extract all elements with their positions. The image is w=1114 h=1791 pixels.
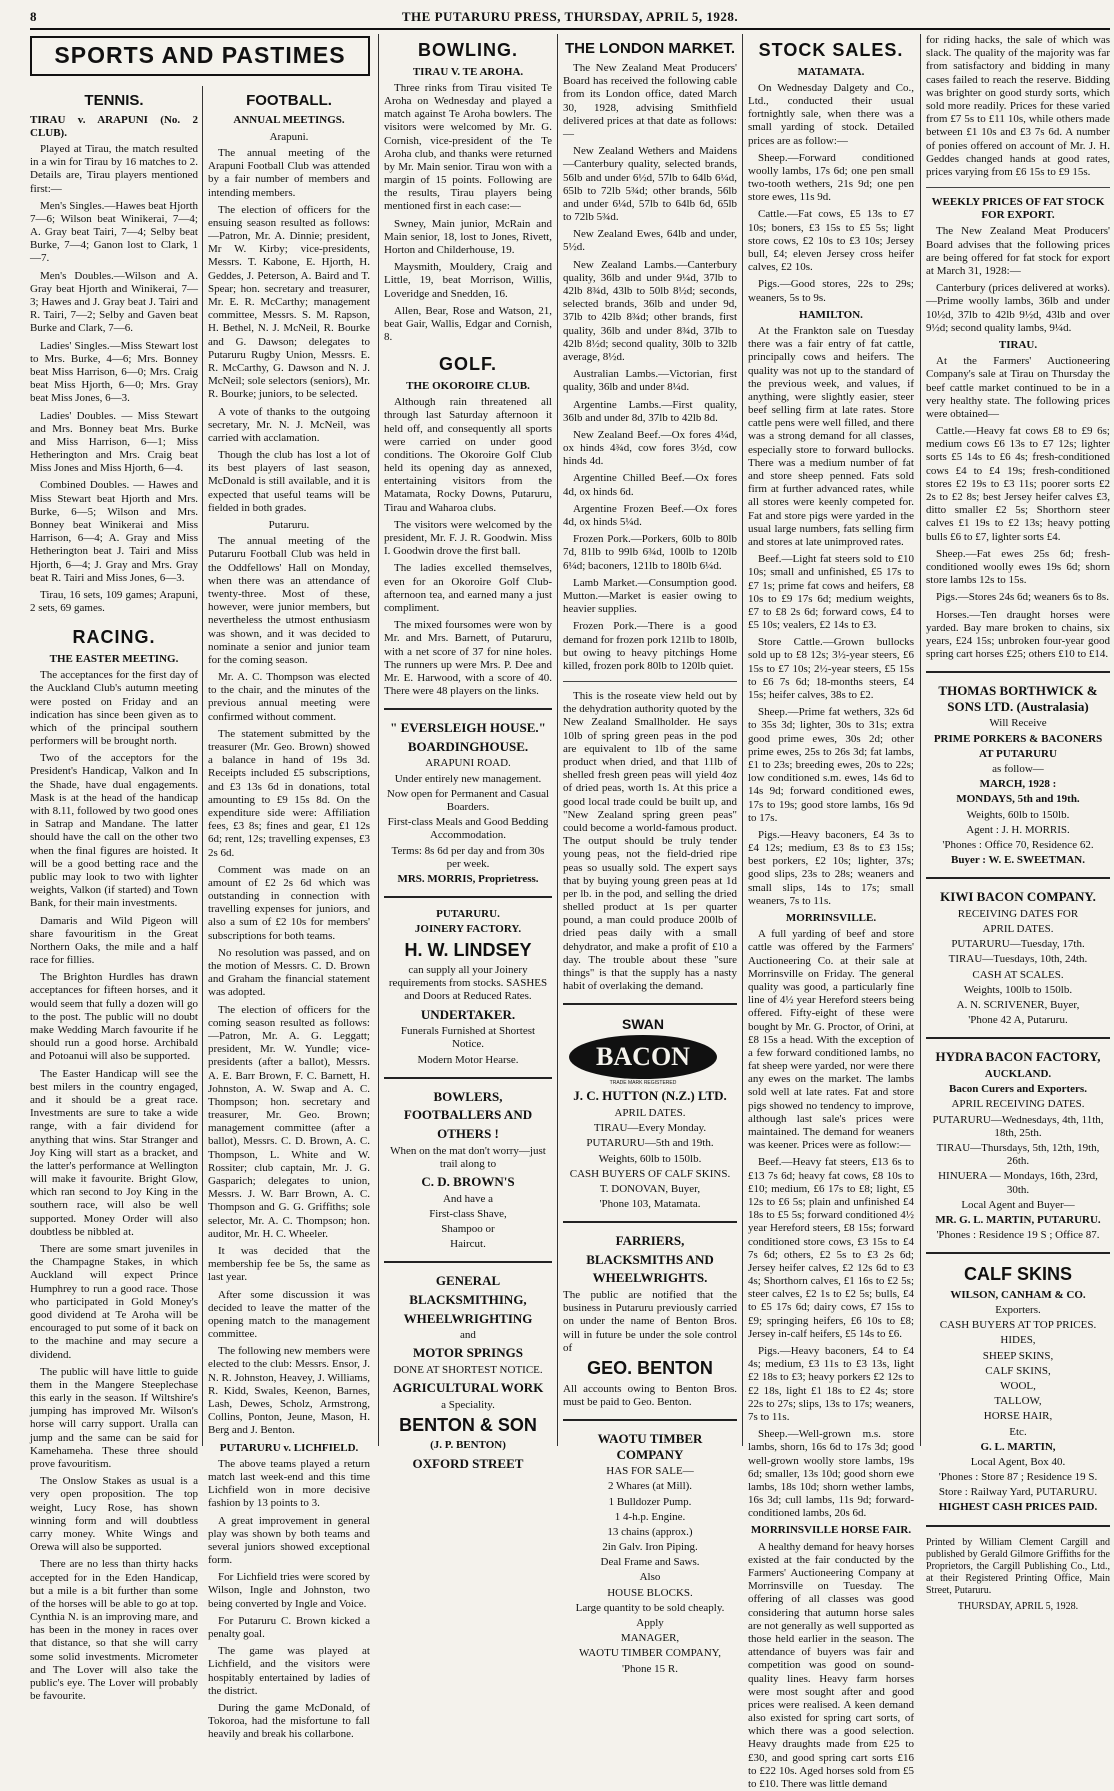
paragraph: For Putaruru C. Brown kicked a penalty goal.: [208, 1614, 370, 1641]
ad-line: HINUERA — Mondays, 16th, 23rd, 30th.: [938, 1170, 1098, 1196]
paragraph: The annual meeting of the Putaruru Football Club was held in the Oddfellows' Hall on Monday, when there was an attendance of twenty-three. Most of these, however, were junior members, but nevertheless the utmost enthusiasm was shown, and it was decided to nominate a senior and junior team for the coming season.: [208, 535, 370, 666]
ad-line: CASH BUYERS AT TOP PRICES.: [939, 1319, 1097, 1332]
ad-line: Exporters.: [995, 1304, 1041, 1317]
ad-line: 'Phone 15 R.: [621, 1662, 679, 1675]
ad-line: Now open for Permanent and Casual Boarders.: [386, 787, 550, 813]
paragraph: Pigs.—Heavy baconers, £4 3s to £4 12s; medium, £3 8s to £3 15s; best porkers, £2 10s; lighter, 37s; good slips, 23s to 28s; weaners and small slips, 14s to 17s; small weaners, 7s to 11s.: [748, 828, 914, 907]
paragraph: Cattle.—Heavy fat cows £8 to £9 6s; medium cows £6 13s to £7 12s; lighter sorts £5 14s to £6 4s; fresh-conditioned cows £4 to £4 19s; fresh-conditioned stores £2 19s to £3 11s; poorer sorts £2 2s to £2 8s; best Jersey heifer calves £3, ditto smaller £2 5s; Shorthorn steer calves £1 19s to £2 13s; heavy potting bulls £6 to £7, lighter sorts £4.: [926, 425, 1110, 543]
paragraph: Maysmith, Mouldery, Craig and Little, 19, beat Morrison, Willis, Loveridge and Snedden, 16.: [384, 261, 552, 300]
divider: [926, 877, 1110, 879]
sports-column-group: [30, 34, 370, 1741]
paragraph: The annual meeting of the Arapuni Football Club was attended by a fair number of members and intending members.: [208, 146, 370, 199]
ad-line: PUTARURU—Wednesdays, 4th, 11th, 18th, 25th.: [932, 1113, 1104, 1139]
ad-line: APRIL DATES.: [614, 1106, 686, 1119]
ad-line: WILSON, CANHAM & CO.: [950, 1288, 1086, 1301]
paragraph: No resolution was passed, and on the motion of Messrs. C. D. Brown and Graham the financial statement was adopted.: [208, 946, 370, 999]
borthwick-ad: [926, 683, 1110, 867]
brown-ad: [384, 1089, 552, 1252]
paragraph: The New Zealand Meat Producers' Board has received the following cable from its London office, dated March 30, 1928, advising Smithfield delivered prices at that date as follows:—: [563, 62, 737, 140]
paragraph: On Wednesday Dalgety and Co., Ltd., conducted their usual fortnightly sale, when there was a small yarding of stock. Detailed prices are as follow:—: [748, 81, 914, 147]
ad-line: Store : Railway Yard, PUTARURU.: [938, 1486, 1098, 1499]
ad-line: 1 4-h.p. Engine.: [614, 1510, 686, 1523]
logo-small-text: TRADE MARK REGISTERED: [609, 1080, 677, 1087]
ad-title: FOOTBALLERS AND: [403, 1107, 533, 1123]
column-rule: [742, 34, 743, 1446]
calf-skins-ad: [926, 1264, 1110, 1514]
paragraph: A healthy demand for heavy horses existed at the fair conducted by the Farmers' Auctioneering Company at Morrinsville on Tuesday. The offering of all classes was good considering that autumn horse sales are not generally as well supported as those held earlier in the season. The attendance of buyers was fair and competition was good on sound-quality lines. Heavy farm horses were most sought after and good prices were realised. A keen demand also existed for spring cart sorts, of which there was a good selection. Heavy draughts made from £25 to £30, and good spring cart sorts £16 to £22 10s. Aged horses sold from £5 to £10. There was little demand: [748, 1540, 914, 1791]
paragraph: The acceptances for the first day of the Auckland Club's autumn meeting were posted on Friday and an indication has since been given as to which of the principal southern performers will be brought north.: [30, 669, 198, 748]
paragraph: The Onslow Stakes as usual is a very open proposition. The top weight, Lucy Rose, has shown winning form and will doubtless carry money. White Wings and Orewa will also be supported.: [30, 1475, 198, 1554]
paragraph: Though the club has lost a lot of its best players of last season, McDonald is still available, and it is expected that useful teams will be fielded in both grades.: [208, 449, 370, 514]
ad-line: Agent : J. H. MORRIS.: [966, 823, 1070, 836]
arapuni-subheading: Arapuni.: [269, 130, 309, 143]
ad-line: APRIL RECEIVING DATES.: [951, 1098, 1085, 1111]
ad-line: PRIME PORKERS & BACONERS: [933, 732, 1103, 745]
racing-subheading: THE EASTER MEETING.: [49, 652, 179, 665]
ad-line: Deal Frame and Saws.: [600, 1556, 700, 1569]
ad-line: Terms: 8s 6d per day and from 30s per week.: [391, 844, 545, 870]
ad-line: First-class Shave,: [429, 1207, 507, 1220]
paragraph: Australian Lambs.—Victorian, first quality, 36lb and under 8¼d.: [563, 368, 737, 394]
ad-line: Shampoo or: [441, 1222, 495, 1235]
divider: [563, 681, 737, 682]
ad-line: Haircut.: [450, 1238, 486, 1251]
golf-heading: GOLF.: [439, 354, 497, 375]
ad-line: AUCKLAND.: [984, 1068, 1052, 1080]
golf-subheading: THE OKOROIRE CLUB.: [406, 379, 530, 392]
horse-fair-subheading: MORRINSVILLE HORSE FAIR.: [750, 1524, 912, 1537]
ad-line: JOINERY FACTORY.: [414, 923, 522, 936]
ad-line: Apply: [636, 1617, 664, 1630]
ad-line: 'Phones : Store 87 ; Residence 19 S.: [938, 1471, 1098, 1484]
ad-line: Also: [639, 1571, 661, 1584]
paragraph: Mr. A. C. Thompson was elected to the chair, and the minutes of the previous annual meeting were confirmed without comment.: [208, 671, 370, 723]
hamilton-subheading: HAMILTON.: [799, 308, 863, 321]
ad-line: HIDES,: [1000, 1334, 1036, 1347]
paragraph: The game was played at Lichfield, and the visitors were hospitably entertained by ladies of the district.: [208, 1645, 370, 1697]
column-2: [208, 86, 370, 1741]
divider: [563, 1221, 737, 1223]
ad-line: 'Phone 42 A, Putaruru.: [968, 1014, 1068, 1027]
waotu-timber-ad: [563, 1431, 737, 1676]
ad-line: RECEIVING DATES FOR: [957, 907, 1079, 920]
paragraph: At the Farmers' Auctioneering Company's sale at Tirau on Thursday the beef cattle market continued to be in a very healthy state. The following prices were obtained—: [926, 355, 1110, 420]
page-number: 8: [30, 9, 37, 24]
ad-line: Large quantity to be sold cheaply.: [575, 1601, 725, 1614]
divider: [384, 1261, 552, 1263]
ad-line: 'Phone 103, Matamata.: [599, 1198, 701, 1211]
paragraph: A full yarding of beef and store cattle was offered by the Farmers' Auctioneering Co. at their sale at Morrinsville on Friday. The general quality was good, a particularly fine line of 4½ year Hereford steers being offered. Fifty-eight of these were bought by Mr. G. Proctor, of Orini, at £8 15s a head. With the exception of a few forward conditioned lambs, no fat sheep were yarded, nor were there any ewes on the market. The lambs sold well at late rates. Fat and store pigs showed no tendency to improve, although last sale's prices were maintained. The demand for weaners was keener. Prices were as follow:—: [748, 928, 914, 1152]
ad-line: Modern Motor Hearse.: [417, 1053, 519, 1066]
ad-name: C. D. BROWN'S: [421, 1173, 515, 1189]
eversleigh-ad: [384, 720, 552, 886]
ad-title: OTHERS !: [437, 1126, 499, 1141]
divider: [563, 1419, 737, 1421]
ad-line: PUTARURU—5th and 19th.: [586, 1137, 714, 1150]
column-4: [563, 34, 737, 1675]
annual-meetings-heading: ANNUAL MEETINGS.: [233, 113, 345, 126]
ad-line: GENERAL: [435, 1273, 501, 1289]
ad-line: HIGHEST CASH PRICES PAID.: [938, 1501, 1098, 1514]
ad-line: MOTOR SPRINGS: [413, 1345, 523, 1361]
bowling-heading: BOWLING.: [418, 40, 518, 60]
ad-title: THOMAS BORTHWICK & SONS LTD. (Australasia): [938, 683, 1098, 714]
ad-line: The public are notified that the business in Putaruru previously carried on under the name of Benton Bros. will in future be under the sole control of: [563, 1289, 737, 1354]
lichfield-heading: PUTARURU v. LICHFIELD.: [219, 1441, 359, 1454]
ad-line: T. DONOVAN, Buyer,: [599, 1182, 701, 1195]
ad-line: Weights, 100lb to 150lb.: [963, 983, 1073, 996]
stock-sales-heading: STOCK SALES.: [758, 40, 904, 60]
benton-son-ad: [384, 1273, 552, 1471]
paragraph: The election of officers for the ensuing season resulted as follows:—Patron, Mr. A. Dinnie; president, Mr W. Kirby; vice-presidents, Messrs. T. Kabone, E. Hjorth, H. Geddes, J. Peterson, A. Baird and T. Spear; hon. secretary and treasurer, Mr. E. R. McCarthy; management committee, Messrs. S. M. Rapson, H. Bethel, N. J. McNeil, R. Bourke and G. Dawson; delegates to Putaruru Rugby Union, Messrs. E. R. McCarthy, G. Dawson and N. J. McNeil; sole selectors (seniors), Mr. R. Bourke; juniors, to be selected.: [208, 203, 370, 401]
ad-line: 13 chains (approx.): [607, 1525, 693, 1538]
football-heading: FOOTBALL.: [246, 91, 332, 109]
column-1: [30, 86, 198, 1703]
divider: [384, 896, 552, 898]
paragraph: The above teams played a return match last week-end and this time Lichfield won in more decisive fashion by 13 points to 3.: [208, 1457, 370, 1510]
paragraph: Argentine Lambs.—First quality, 36lb and under 8d, 37lb to 42lb 8d.: [563, 398, 737, 424]
paragraph: Comment was made on an amount of £2 2s 6d which was outstanding in connection with travelling expenses for juniors, and also a sum of £2 10s for members' subscriptions for both teams.: [208, 863, 370, 942]
ad-line: When on the mat don't worry—just trail along to: [390, 1144, 546, 1170]
ad-line: Local Agent, Box 40.: [970, 1455, 1066, 1468]
divider: [384, 1077, 552, 1079]
paragraph: The following new members were elected to the club: Messrs. Ensor, J. N. R. Johnston, Heavey, J. Williams, R. Kidd, Swales, Keenon, Barnes, Lash, Dewes, Scholz, Armstrong, Collins, Ponton, Jeune, Mason, H. Berg and J. Benton.: [208, 1345, 370, 1437]
ad-line: First-class Meals and Good Bedding Accommodation.: [387, 816, 549, 842]
paragraph: Played at Tirau, the match resulted in a win for Tirau by 16 matches to 2. Details are, Tirau players mentioned first:—: [30, 142, 198, 195]
ad-title: BENTON & SON: [399, 1414, 537, 1435]
ad-line: Local Agent and Buyer—: [961, 1198, 1075, 1211]
section-title: SPORTS AND PASTIMES: [30, 36, 370, 76]
paragraph: for riding hacks, the sale of which was slack. The quality of the majority was far from satisfactory and bidding in many cases failed to reach the reserve. Bidding was brighter on good sturdy sorts, which sold more readily. Prices for these varied from £7 5s to £11 10s, while others made between £1 10s and £3 7s 6d. A number of ponies offered on account of Mr. J. H. Geddes changed hands at good rates, prices varying from £6 15s to £9 15s.: [926, 34, 1110, 178]
divider: [384, 708, 552, 710]
ad-line: MR. G. L. MARTIN, PUTARURU.: [935, 1213, 1101, 1226]
paragraph: It was decided that the membership fee be 5s, the same as last year.: [208, 1244, 370, 1284]
paragraph: The ladies excelled themselves, even for an Okoroire Golf Club-afternoon tea, and earned many a just compliment.: [384, 562, 552, 614]
paragraph: New Zealand Ewes, 64lb and under, 5½d.: [563, 228, 737, 254]
tennis-subheading: TIRAU v. ARAPUNI (No. 2 CLUB).: [30, 113, 198, 139]
paragraph: Three rinks from Tirau visited Te Aroha on Wednesday and played a match against Te Aroha bowlers. The visitors were welcomed by Mr. G. Cornish, vice-president of the Te Aroha club, and thanks were returned by Mr. Main senior. Tirau won with a margin of 15 points. Following are the results, Tirau players being mentioned first in each case:—: [384, 81, 552, 213]
ad-line: 'Phones : Office 70, Residence 62.: [942, 838, 1094, 851]
ad-signature: MRS. MORRIS, Proprietress.: [397, 872, 539, 885]
ad-line: WHEELWRIGHTING: [403, 1310, 533, 1326]
ad-line: TIRAU—Thursdays, 5th, 12th, 19th, 26th.: [936, 1141, 1100, 1168]
tirau-subheading: TIRAU.: [998, 338, 1038, 351]
ad-line: MONDAYS, 5th and 19th.: [956, 793, 1080, 806]
tennis-heading: TENNIS.: [84, 91, 144, 109]
weekly-prices-heading: WEEKLY PRICES OF FAT STOCK FOR EXPORT.: [931, 196, 1105, 222]
ad-title: KIWI BACON COMPANY.: [940, 889, 1096, 905]
ad-line: OXFORD STREET: [412, 1455, 524, 1471]
ad-title: WHEELWRIGHTS.: [592, 1270, 708, 1286]
paragraph: Ladies' Singles.—Miss Stewart lost to Mrs. Burke, 4—6; Mrs. Bonney beat Miss Harrison, 6—0; Mrs. Craig beat Miss Hjorth, 6—0; Mrs. Gray beat Miss Jones, 6—3.: [30, 339, 198, 405]
ad-line: And have a: [442, 1192, 494, 1205]
paragraph: Allen, Bear, Rose and Watson, 21, beat Gair, Wallis, Edgar and Cornish, 8.: [384, 304, 552, 344]
paragraph: New Zealand Wethers and Maidens —Canterbury quality, selected brands, 56lb and under 6½d, 57lb to 64lb 6¼d, 65lb to 72lb 5¾d; other brands, 56lb and under 6¼d, 57lb to 64lb 6d, 65lb to 72lb 5¾d.: [563, 145, 737, 224]
paragraph: Sheep.—Prime fat wethers, 32s 6d to 35s 3d; lighter, 30s to 31s; extra good prime ewes, 30s 2d; other prime ewes, 25s to 26s 3d; fat lambs, £1 to 23s; breeding ewes, 20s to 22s; low conditioned s.m. ewes, 14s 6d to 14s 9d; forward conditioned ewes, 17s to 19s; good store lambs, 16s 9d to 17s.: [748, 706, 914, 824]
paragraph: Men's Singles.—Hawes beat Hjorth 7—6; Wilson beat Winikerai, 7—4; A. Gray beat Tairi, 7—4; Selby beat Burke, 7—4; Ganon lost to Clark, 1—7.: [30, 199, 198, 265]
masthead-title: THE PUTARURU PRESS, THURSDAY, APRIL 5, 1928.: [401, 9, 739, 24]
imprint-date: THURSDAY, APRIL 5, 1928.: [957, 1600, 1079, 1612]
ad-subtitle: UNDERTAKER.: [420, 1006, 516, 1022]
paragraph: Men's Doubles.—Wilson and A. Gray beat Hjorth and Winikerai, 7—3; Hawes and J. Gray beat J. Tairi and R. Tairi, 7—2; Selby and Gaven beat Burke and Clark, 7—6.: [30, 269, 198, 335]
paragraph: The New Zealand Meat Producers' Board advises that the following prices are being offered for fat stock for export at March 31, 1928:—: [926, 225, 1110, 277]
london-market-heading: THE LONDON MARKET.: [565, 40, 735, 57]
ad-title: J. C. HUTTON (N.Z.) LTD.: [573, 1088, 727, 1104]
ad-title: BOWLERS,: [433, 1088, 503, 1104]
ad-line: TALLOW,: [994, 1395, 1042, 1408]
paragraph: The statement submitted by the treasurer (Mr. Geo. Brown) showed a balance in hand of 19s 3d. Receipts included £5 subscriptions, and £3 13s 6d in donations, total amounting to £9 15s 8d. On the expenditure side were: Affiliation fees, £3 8s; fines and gear, £1 12s 6d; rent, 12s; travelling expenses, £3 2s 6d.: [208, 727, 370, 859]
paragraph: Pigs.—Stores 24s 6d; weaners 6s to 8s.: [936, 591, 1109, 604]
ad-line: can supply all your Joinery requirements from stocks. SASHES and Doors at Reduced Rates.: [388, 964, 548, 1003]
paragraph: The public will have little to guide them in the Mangere Steeplechase this early in the season. If Wiltshire's jumping has improved Mr. Wilson's horse will carry support. Uralla can jump and the same can be said for Kamehameha. These three should prove favouritism.: [30, 1365, 198, 1470]
printer-imprint: Printed by William Clement Cargill and published by Gerald Gilmore Griffiths for the Proprietors, the Cargill Publishing Co., Ltd., at their Registered Printing Office, Main Street, Putaruru.: [926, 1536, 1110, 1596]
paragraph: New Zealand Lambs.—Canterbury quality, 36lb and under 9¼d, 37lb to 42lb 8¾d, 43lb to 50lb 8½d; seconds, selected brands, 36lb and under 9d, 37lb to 42lb 8¾d; other brands, first quality, 36lb and under 8¾d, 37lb to 42lb 8½d; second quality, 30lb to 32lb average, 8½d.: [563, 258, 737, 363]
ad-line: 2 Whares (at Mill).: [607, 1480, 693, 1493]
paragraph: A great improvement in general play was shown by both teams and several juniors showed exceptional form.: [208, 1514, 370, 1567]
hydra-bacon-ad: [926, 1049, 1110, 1242]
ad-line: CASH AT SCALES.: [972, 968, 1064, 981]
divider: [926, 1252, 1110, 1254]
putaruru-subheading: Putaruru.: [268, 519, 310, 532]
ad-line: CALF SKINS,: [985, 1364, 1051, 1377]
morrinsville-subheading: MORRINSVILLE.: [785, 912, 877, 925]
ad-line: (J. P. BENTON): [430, 1439, 506, 1452]
ad-line: APRIL DATES.: [982, 923, 1054, 936]
paragraph: For Lichfield tries were scored by Wilson, Ingle and Johnston, two being converted by Ingle and Voice.: [208, 1571, 370, 1610]
ad-name: GEO. BENTON: [587, 1358, 713, 1378]
ad-line: 2in Galv. Iron Piping.: [602, 1541, 698, 1554]
ad-line: Funerals Furnished at Shortest Notice.: [400, 1025, 536, 1051]
ad-title: WAOTU TIMBER COMPANY: [597, 1430, 703, 1462]
swan-bacon-logo: [563, 1015, 723, 1085]
paragraph: Sheep.—Fat ewes 25s 6d; fresh-conditioned woolly ewes 19s 6d; shorn store lambs 12s to 15s.: [926, 547, 1110, 587]
paragraph: Although rain threatened all through last Saturday afternoon it held off, and consequently all sports were carried on under good conditions. The Okoroire Golf Club held its opening day as annexed, entertaining visitors from the Matamata, Rocky Downs, Putaruru, Tirau and Waharoa clubs.: [384, 396, 552, 514]
ad-title: H. W. LINDSEY: [404, 939, 532, 960]
ad-line: A. N. SCRIVENER, Buyer,: [956, 999, 1080, 1012]
ad-line: ARAPUNI ROAD.: [425, 757, 511, 770]
paragraph: A vote of thanks to the outgoing secretary, Mr. N. J. McNeil, was carried with acclamation.: [208, 405, 370, 444]
paragraph: Cattle.—Fat cows, £5 13s to £7 10s; boners, £3 15s to £5 5s; light store cows, £2 10s to £3 10s; Jersey bull, £4; eleven Jersey cross heifer calves, £2 10s.: [748, 208, 914, 274]
ad-line: Will Receive: [989, 717, 1047, 730]
ad-line: PUTARURU—Tuesday, 17th.: [951, 938, 1085, 951]
paragraph: Store Cattle.—Grown bullocks sold up to £8 12s; 3½-year steers, £6 15s to £7 10s; 2½-year steers, £5 15s to £6 7s 6d; 18-months steers, £4 15s; heifer calves, 38s to £2.: [748, 636, 914, 702]
ad-line: HORSE HAIR,: [983, 1410, 1053, 1423]
ad-line: CASH BUYERS OF CALF SKINS.: [569, 1167, 731, 1180]
paragraph: Beef.—Heavy fat steers, £13 6s to £13 7s 6d; heavy fat cows, £8 10s to £10; medium, £6 17s to £8; light, £5 12s to £6 5s; plain and unfinished £4 18s to £5 5s; forward conditioned 4½ year Hereford steers, £8 15s; forward conditioned store cows, £3 15s to £4 7s 6d; others, £2 5s to £3 2s 6d; Jersey heifer calves, £2 12s 6d to £3 4s; Shorthorn calves, £1 16s to £2 5s; steer calves, £2 1s to £2 5s; bulls, £4 to £5 17s 6d; dairy cows, £7 15s to £9; springing heifers, £6 10s to £8; Jersey in-calf heifers, £5 14s to £6.: [748, 1156, 914, 1340]
paragraph: The Brighton Hurdles has drawn acceptances for fifteen horses, and it would seem that fully a dozen will go to the post. The public will no doubt make Wedding March favourite if he should run a good horse. Archibald and Potoanui will also be supported.: [30, 971, 198, 1063]
ad-line: All accounts owing to Benton Bros. must be paid to Geo. Benton.: [563, 1382, 737, 1408]
paragraph: At the Frankton sale on Tuesday there was a fair entry of fat cattle, principally cows and heifers. The quality was not up to the standard of the previous week, and values, if anything, were slightly easier, steer beef selling firm at late rates. Store cattle pens were well filled, and there was a strong demand for all classes, especially store to forward bullocks. There was a medium number of fat and store sheep penned. Fats sold firm at further advanced rates, while all stores were keenly competed for. Fat and store pigs were yarded in the usual large numbers, fats selling firm and stores at late unimproved rates.: [748, 324, 914, 548]
paragraph: The visitors were welcomed by the president, Mr. F. J. R. Goodwin. Miss I. Goodwin drove the first ball.: [384, 518, 552, 558]
ad-line: AT PUTARURU: [979, 747, 1057, 760]
ad-line: MANAGER,: [620, 1632, 680, 1645]
paragraph: Sheep.—Well-grown m.s. store lambs, shorn, 16s 6d to 17s 3d; good well-grown woolly store lambs, 19s 6d; smaller, 13s 10d; good shorn ewe lambs, 18s 10d; shorn wether lambs, 16s 3d; cull lambs, 11s 9d; forward-conditioned lambs, 20s 6d.: [748, 1428, 914, 1520]
ad-line: WAOTU TIMBER COMPANY,: [579, 1647, 721, 1660]
column-rule: [378, 34, 379, 1446]
paragraph: Sheep.—Forward conditioned woolly lambs, 17s 6d; one pen small two-tooth wethers, 21s 9d; one pen store ewes, 11s 9d.: [748, 151, 914, 204]
paragraph: After some discussion it was decided to leave the matter of the opening match to the management committee.: [208, 1288, 370, 1341]
ad-line: a Speciality.: [441, 1398, 495, 1411]
ad-line: Under entirely new management.: [394, 772, 542, 785]
ad-title: FARRIERS,: [615, 1233, 685, 1249]
ad-line: PUTARURU.: [436, 908, 500, 921]
ad-title: CALF SKINS: [964, 1264, 1072, 1285]
ad-line: SHEEP SKINS,: [982, 1349, 1054, 1362]
ad-subtitle: BOARDINGHOUSE.: [407, 738, 529, 754]
paragraph: The election of officers for the coming season resulted as follows:—Patron, Mr. A. G. Leggatt; president, Mr. W. Yundle; vice-presidents (after a ballot), Messrs. A. E. Barr Brown, F. C. Barnett, H. Johnston, A. W. Swap and A. C. Thompson; hon. secretary and treasurer, Mr. Geo. Brown; management committee (after a ballot), Messrs. C. D. Brown, A. C. Thompson, L. White and W. Rossiter; club captain, Mr. J. G. Gasparich; delegates to union, Messrs. J. W. Barr Brown, A. C. Thompson and G. G. Griffiths; sole selector, Mr. A. C. Thompson; hon. auditor, Mr. H. C. Wheeler.: [208, 1003, 370, 1240]
paragraph: The mixed foursomes were won by Mr. and Mrs. Barnett, of Putaruru, with a net score of 37 for nine holes. The runners up were Mrs. P. Dee and Mr. E. Harwood, with a score of 40. There were 48 players on the links.: [384, 619, 552, 698]
paragraph: Horses.—Ten draught horses were yarded. Bay mare broken to chains, six years, £24 15s; unbroken four-year good spring cart horses £25; others £10 to £14.: [926, 608, 1110, 661]
paragraph: Ladies' Doubles. — Miss Stewart and Mrs. Bonney beat Mrs. Burke and Miss Harrison, 6—1; Miss Hetherington and Mrs. Craig beat Miss Jones and Miss Hjorth, 6—4.: [30, 409, 198, 475]
farriers-ad: [563, 1233, 737, 1409]
lindsey-ad: [384, 908, 552, 1067]
paragraph: Frozen Pork.—Porkers, 60lb to 80lb 7d, 81lb to 99lb 6¾d, 100lb to 120lb 6¼d; baconers, 121lb to 180lb 6¼d.: [563, 533, 737, 572]
column-5: [748, 34, 914, 1791]
paragraph: This is the roseate view held out by the dehydration authority quoted by the New Zealand Smallholder. He says 10lb of spring green peas in the pod are equivalent to 1lb of the same product when dried, and that 11lb of shelled fresh green peas will yield 4oz of dried peas, worth 1s. At this price a good local trade could be built up, and "New Zealand spring green peas" could become a world-famous product. The output should be truly tender young peas, not the field-dried ripe peas so usually sold. The expert says that by buying young green peas at 1d per lb. in the pod, and selling the dried shelled product at 1s per quarter pound, a man could produce 200lb of dried peas daily with a small dehydrator, and make a profit of £10 a day. The trouble about these "sure things" is that the supply has a nasty habit of overlaking the demand.: [563, 690, 737, 993]
swan-bacon-logo-graphic: [563, 1015, 723, 1085]
ad-line: DONE AT SHORTEST NOTICE.: [393, 1363, 543, 1376]
column-3: [384, 34, 552, 1471]
racing-heading: RACING.: [72, 627, 156, 648]
paragraph: Swney, Main junior, McRain and Main senior, 18, lost to Jones, Rivett, Horton and Childerhouse, 19.: [384, 217, 552, 257]
ad-line: 'Phones : Residence 19 S ; Office 87.: [936, 1229, 1100, 1242]
ad-line: HAS FOR SALE—: [606, 1465, 694, 1478]
ad-line: Weights, 60lb to 150lb.: [598, 1152, 702, 1165]
paragraph: There are some smart juveniles in the Champagne Stakes, in which Auckland will expect Prince Humphrey to run a good race. Those who participated in Gold Money's good dividend at Te Aroha will be encouraged to put some of it back on to the machine and may secure a dividend.: [30, 1243, 198, 1361]
paragraph: There are no less than thirty hacks accepted for in the Eden Handicap, but a mile is a bit further than some of the horses will be able to go at top. Cynthia N. is an improving mare, and has been in the money in races over that distance, so that she will carry some solid investments. Micrometer and The Lover will also take the public's eye. The Lover will probably be favourite.: [30, 1558, 198, 1703]
ad-line: TIRAU—Tuesdays, 10th, 24th.: [948, 953, 1088, 966]
column-6: [926, 34, 1110, 1612]
divider: [563, 1003, 737, 1005]
paragraph: Tirau, 16 sets, 109 games; Arapuni, 2 sets, 69 games.: [30, 588, 198, 615]
ad-title: HYDRA BACON FACTORY,: [935, 1049, 1101, 1065]
ad-line: Weights, 60lb to 150lb.: [966, 808, 1070, 821]
column-rule: [202, 86, 203, 1446]
masthead: [30, 6, 1110, 30]
paragraph: Pigs.—Good stores, 22s to 29s; weaners, 5s to 9s.: [748, 278, 914, 304]
paragraph: Two of the acceptors for the President's Handicap, Valkon and In the Shade, have dual engagements. Mask is at the head of the handicap with 8.11, followed by two good ones in Satrap and Mandane. The latter should have the call on the other two when the final figures are hoisted. It will be a good betting race and the public may look to two with lighter weights, Valkon (if started) and Town Bank, for their main investments.: [30, 752, 198, 910]
divider: [926, 1525, 1110, 1527]
paragraph: Beef.—Light fat steers sold to £10 10s; small and unfinished, £5 17s to £7 1s; prime fat cows and heifers, £8 10s to £9 17s 6d; medium weights, £7 to £8 2s 6d; forward cows, £4 to £5 10s; vealers, £2 14s to £3.: [748, 553, 914, 632]
paragraph: Pigs.—Heavy baconers, £4 to £4 4s; medium, £3 11s to £3 13s, light £2 18s to £3; heavy porkers £2 12s to £2 18s, light £1 18s to £2 4s; store 22s to 27s; slips, 13s to 17s; weaners, 7s to 11s.: [748, 1345, 914, 1423]
paragraph: Lamb Market.—Consumption good. Mutton.—Market is easier owing to heavier supplies.: [563, 576, 737, 616]
logo-top-text: SWAN: [622, 1016, 664, 1033]
matamata-subheading: MATAMATA.: [797, 65, 865, 78]
divider: [926, 671, 1110, 673]
paragraph: During the game McDonald, of Tokoroa, had the misfortune to fall heavily and break his collarbone.: [208, 1701, 370, 1741]
logo-word: BACON: [596, 1042, 690, 1072]
ad-line: Etc.: [1009, 1425, 1027, 1438]
paragraph: Canterbury (prices delivered at works).—Prime woolly lambs, 36lb and under 10½d, 37lb to 42lb 9½d, 43lb and over 9½d; second quality lambs, 9¼d.: [926, 282, 1110, 334]
ad-line: BLACKSMITHING,: [409, 1291, 527, 1307]
paragraph: Argentine Frozen Beef.—Ox fores 4d, ox hinds 5¼d.: [563, 502, 737, 528]
ad-line: MARCH, 1928 :: [979, 778, 1057, 791]
paragraph: Argentine Chilled Beef.—Ox fores 4d, ox hinds 6d.: [563, 472, 737, 498]
ad-line: AGRICULTURAL WORK: [392, 1380, 544, 1396]
bowling-subheading: TIRAU V. TE AROHA.: [412, 65, 524, 78]
ad-line: HOUSE BLOCKS.: [607, 1586, 693, 1599]
column-rule: [557, 34, 558, 1446]
paragraph: Damaris and Wild Pigeon will share favouritism in the Great Northern Oaks, the mile and a half race for fillies.: [30, 914, 198, 967]
paragraph: Frozen Pork.—There is a good demand for frozen pork 121lb to 180lb, but owing to heavy pitchings Home killed, frozen pork 80lb to 120lb quiet.: [563, 620, 737, 672]
paragraph: The Easter Handicap will see the best milers in the country engaged, and it should be a great race. Investments are sure to take a wide range, with a fair dividend for anything that wins. Star Stranger and Joy King will start as a bracket, and the latter's performance at Wellington will make it favourite. Bright Glow, which ran second to Joy King in the southern race, will also be well supported. Money Order will also doubtless be nibbled at.: [30, 1067, 198, 1238]
ad-line: Bacon Curers and Exporters.: [949, 1083, 1087, 1096]
ad-line: Buyer : W. E. SWEETMAN.: [951, 854, 1085, 867]
ad-line: TIRAU—Every Monday.: [593, 1122, 707, 1135]
divider: [926, 187, 1110, 188]
ad-title: " EVERSLEIGH HOUSE.": [390, 720, 546, 736]
ad-line: G. L. MARTIN,: [980, 1440, 1056, 1453]
paragraph: Combined Doubles. — Hawes and Miss Stewart beat Hjorth and Mrs. Burke, 6—5; Wilson and Mrs. Bonney beat Winikerai and Miss Harrison, 6—4; A. Gray and Miss Hetherington beat J. Tairi and Miss Hjorth, 6—4; J. Gray and Mrs. Gray beat R. Tairi and Miss Jones, 6—3.: [30, 479, 198, 584]
ad-line: 1 Bulldozer Pump.: [608, 1495, 692, 1508]
column-rule: [920, 34, 921, 1446]
ad-line: WOOL,: [1000, 1379, 1036, 1392]
paragraph: New Zealand Beef.—Ox fores 4¼d, ox hinds 4¾d, cow fores 3½d, cow hinds 4d.: [563, 428, 737, 468]
hutton-ad: [563, 1015, 737, 1211]
ad-title: BLACKSMITHS AND: [586, 1251, 714, 1267]
kiwi-bacon-ad: [926, 889, 1110, 1027]
divider: [926, 1037, 1110, 1039]
ad-line: and: [460, 1329, 476, 1342]
ad-line: as follow—: [992, 763, 1044, 775]
